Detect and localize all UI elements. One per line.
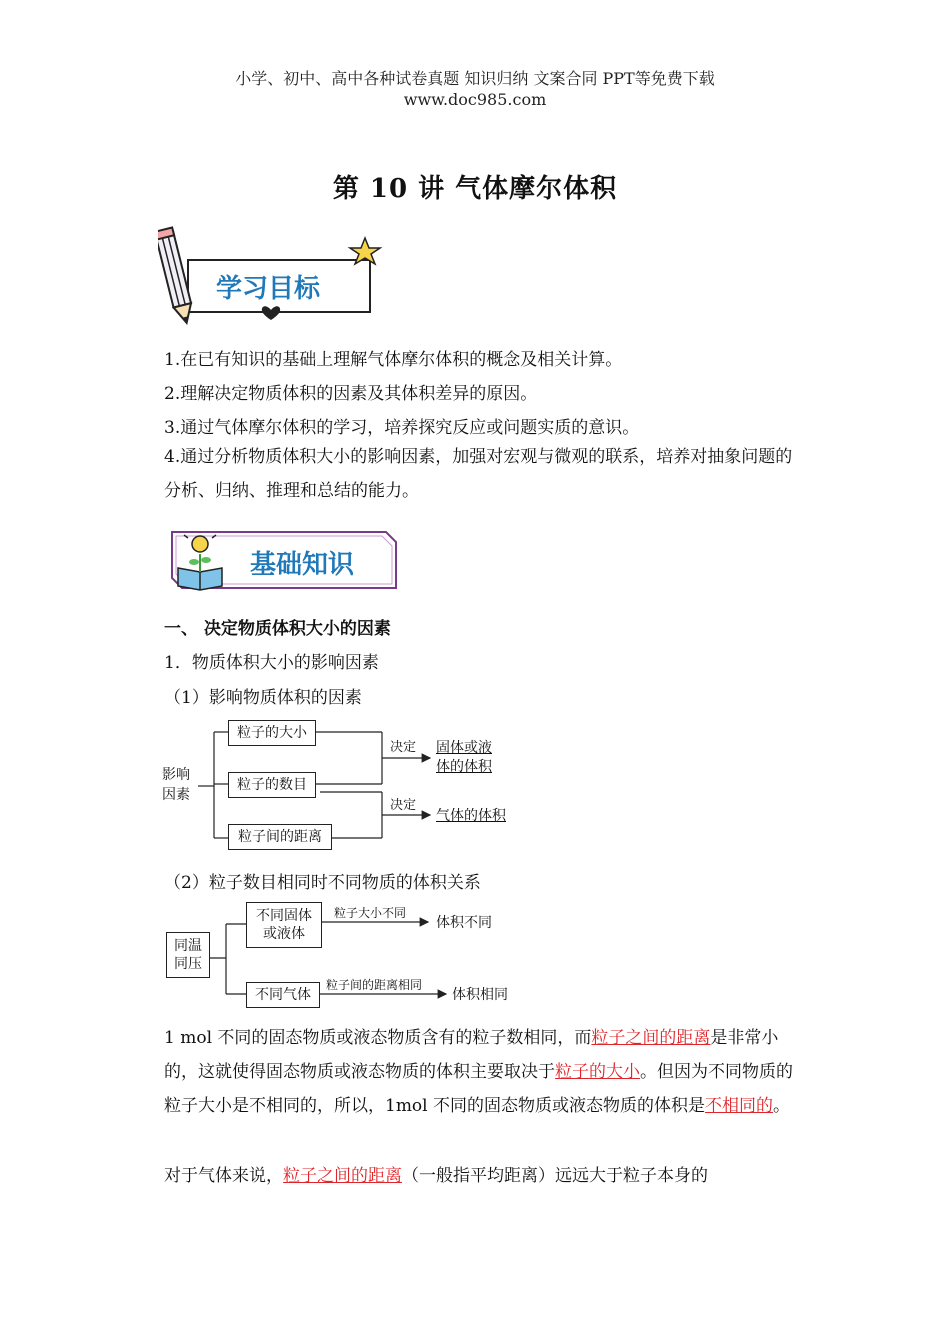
p1-text-c: 。但因为不同物质的粒子大小是不相同的，所以，1mol 不同的固态物质或液态物质的体积是 [164, 1062, 793, 1116]
factors-label-1: 影响 [162, 767, 190, 783]
p1-highlight-different: 不相同的 [705, 1096, 774, 1116]
section-heading: 一、 决定物质体积大小的因素 [164, 619, 391, 639]
diagram-volume-factors [160, 712, 530, 852]
result-gas-volume: 气体的体积 [436, 808, 506, 824]
objective-4: 4.通过分析物质体积大小的影响因素，加强对宏观与微观的联系，培养对抽象问题的分析、归纳、推理和总结的能力。 [164, 447, 793, 501]
p2-text-b: （一般指平均距离）远远大于粒子本身的 [402, 1166, 708, 1186]
p2-text-a: 对于气体来说， [164, 1166, 283, 1186]
diagram-same-count [164, 898, 524, 1010]
body-paragraph-1 [164, 1021, 794, 1123]
page-title: 第 10 讲 气体摩尔体积 [332, 174, 618, 204]
basics-badge [164, 528, 404, 594]
box-same-temp-pressure [166, 932, 210, 978]
arrow-label-distance-same: 粒子间的距离相同 [326, 978, 423, 992]
arrow-label-size-differs: 粒子大小不同 [334, 906, 407, 920]
objective-3: 3.通过气体摩尔体积的学习，培养探究反应或问题实质的意识。 [164, 418, 640, 438]
factors-label-2: 因素 [162, 787, 190, 803]
objectives-badge [158, 226, 384, 326]
p1-text-b: 是非常小的，这就使得固态物质或液态物质的体积主要取决于 [164, 1028, 779, 1082]
result-volume-differs: 体积不同 [436, 915, 492, 931]
liquid-label: 或液体 [263, 926, 305, 942]
decide-label-1: 决定 [390, 740, 417, 755]
result-volume-same: 体积相同 [452, 987, 508, 1003]
p1-text-d: 。 [773, 1096, 791, 1116]
box-particle-distance: 粒子间的距离 [228, 824, 332, 850]
p2-highlight-distance: 粒子之间的距离 [283, 1166, 402, 1186]
box-particle-count: 粒子的数目 [228, 772, 316, 798]
basics-badge-label: 基础知识 [250, 550, 355, 580]
decide-label-2: 决定 [390, 798, 417, 813]
subheading-1b: （2）粒子数目相同时不同物质的体积关系 [164, 873, 481, 893]
objectives-badge-label: 学习目标 [216, 274, 321, 304]
site-url[interactable]: www.doc985.com [403, 90, 547, 109]
same-temp-label: 同温 [174, 938, 202, 954]
result-solid-liquid-1: 固体或液 [436, 740, 492, 756]
solid-label: 不同固体 [256, 908, 312, 924]
p1-text-a: 1 mol 不同的固态物质或液态物质含有的粒子数相同，而 [164, 1028, 592, 1048]
same-pressure-label: 同压 [174, 956, 202, 972]
box-different-gases: 不同气体 [246, 982, 320, 1008]
objective-2: 2.理解决定物质体积的因素及其体积差异的原因。 [164, 384, 538, 404]
subheading-1: 1．物质体积大小的影响因素 [164, 653, 379, 673]
site-header-line: 小学、初中、高中各种试卷真题 知识归纳 文案合同 PPT等免费下载 [235, 69, 715, 88]
objective-1: 1.在已有知识的基础上理解气体摩尔体积的概念及相关计算。 [164, 350, 623, 370]
body-paragraph-2 [164, 1161, 708, 1186]
p1-highlight-distance: 粒子之间的距离 [591, 1028, 711, 1048]
box-particle-size: 粒子的大小 [228, 720, 316, 746]
p1-highlight-size: 粒子的大小 [555, 1062, 640, 1082]
subheading-1a: （1）影响物质体积的因素 [164, 688, 362, 708]
result-solid-liquid-2: 体的体积 [436, 759, 492, 775]
diagram-volume-factors-lines [160, 712, 530, 852]
box-different-solids-liquids [246, 902, 322, 948]
